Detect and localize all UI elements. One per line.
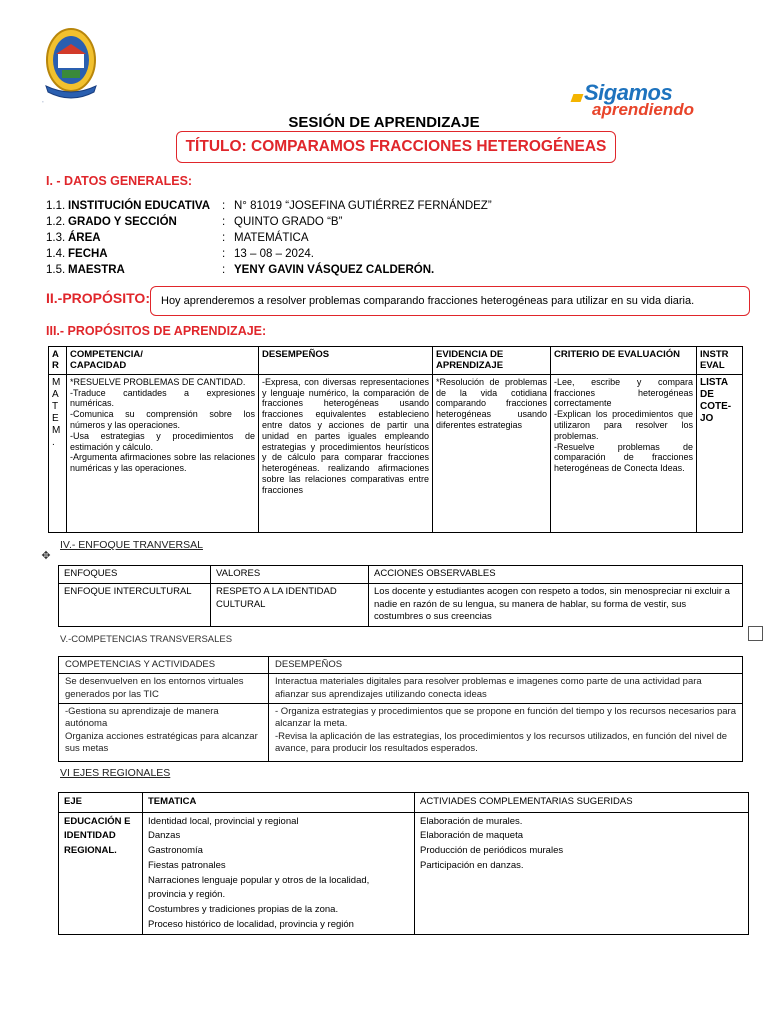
header-valores: VALORES [211,566,369,584]
datos-colon: : [222,200,226,212]
datos-num: 1.5. [46,264,66,276]
datos-num: 1.3. [46,232,66,244]
header-desempenos: DESEMPEÑOS [259,347,433,375]
evidencia-cell: *Resolución de problemas de la vida cotidiana comparando fracciones heterogéneas usando diferentes estrategias [433,374,551,532]
table-row [59,704,743,762]
datos-label: ÁREA [68,232,101,244]
datos-value: MATEMÁTICA [234,232,309,244]
propositos-heading: III.- PROPÓSITOS DE APRENDIZAJE: [46,324,267,338]
header-desempenos: DESEMPEÑOS [269,657,743,674]
header-eje: EJE [59,793,143,813]
header-actividades: ACTIVIADES COMPLEMENTARIAS SUGERIDAS [415,793,749,813]
propositos-table [48,346,743,533]
competencias-transversales-heading: V.-COMPETENCIAS TRANSVERSALES [60,634,233,645]
header-acciones: ACCIONES OBSERVABLES [369,566,743,584]
actividades-cell: Elaboración de murales. Elaboración de maqueta Producción de periódicos murales Participación en danzas. [415,812,749,935]
desempeno-autonoma-cell: - Organiza estrategias y procedimientos que se propone en función del tiempo y los recursos necesarios para alcanzar la meta. -Revisa la aplicación de las estrategias, los procedimientos y los recursos utilizados, en función del nivel de avance, para producir los resultados esperados. [269,704,743,762]
table-move-handle-icon[interactable]: ✥ [41,550,51,562]
datos-value: N° 81019 “JOSEFINA GUTIÉRREZ FERNÁNDEZ” [234,200,492,212]
ejes-table [58,792,749,935]
datos-row [46,264,434,276]
table-row [59,583,743,626]
datos-num: 1.1. [46,200,66,212]
datos-colon: : [222,264,226,276]
ejes-heading: VI EJES REGIONALES [60,767,171,779]
datos-colon: : [222,248,226,260]
document-title: SESIÓN DE APRENDIZAJE [288,114,480,131]
instrumento-cell: LISTA DE COTE- JO [697,374,743,532]
header-competencia: COMPETENCIA/ CAPACIDAD [67,347,259,375]
table-row [59,812,749,935]
table-row [49,374,743,532]
competencia-cell: *RESUELVE PROBLEMAS DE CANTIDAD. -Traduce cantidades a expresiones numéricas. -Comunica su comprensión sobre los números y las operaciones. -Usa estrategias y procedimientos de estimación y cálculo. -Argumenta afirmaciones sobre las relaciones numéricas y las operaciones. [67,374,259,532]
datos-label: INSTITUCIÓN EDUCATIVA [68,200,211,212]
datos-value: 13 – 08 – 2024. [234,248,314,260]
datos-num: 1.2. [46,216,66,228]
table-header-row [59,657,743,674]
desempenos-cell: -Expresa, con diversas representaciones y lenguaje numérico, la comparación de fracciones heterogéneas usando fracciones equivalentes establecieno entre datos y acciones de partir una unidad en partes iguales empleando estrategias y procedimientos heurísticos y de cálculo para comparar fracciones heterogéneas. realizando afirmaciones sobre las relaciones comparativas entre fracciones [259,374,433,532]
logo-accent-bar [571,94,584,102]
header-tematica: TEMATICA [143,793,415,813]
desempeno-tic-cell: Interactua materiales digitales para resolver problemas e imagenes como parte de una actividad para afianzar sus aprendizajes utilizando conecta ideas [269,674,743,704]
competencia-autonoma-cell: -Gestiona su aprendizaje de manera autónoma Organiza acciones estratégicas para alcanzar sus metas [59,704,269,762]
tematica-cell: Identidad local, provincial y regional Danzas Gastronomía Fiestas patronales Narraciones lenguaje popular y otros de la localidad, provincia y región. Costumbres y tradiciones propias de la zona. Proceso histórico de localidad, provincia y región [143,812,415,935]
datos-row [46,200,492,212]
datos-value: YENY GAVIN VÁSQUEZ CALDERÓN. [234,264,435,276]
datos-generales-heading: I. - DATOS GENERALES: [46,174,193,188]
session-title: TÍTULO: COMPARAMOS FRACCIONES HETEROGÉNEAS [176,131,616,163]
enfoque-heading: IV.- ENFOQUE TRANVERSAL [60,539,203,551]
header-enfoques: ENFOQUES [59,566,211,584]
datos-label: MAESTRA [68,264,125,276]
datos-label: GRADO Y SECCIÓN [68,216,177,228]
proposito-text: Hoy aprenderemos a resolver problemas comparando fracciones heterogéneas para utilizar en su vida diaria. [150,286,750,316]
datos-value: QUINTO GRADO “B” [234,216,343,228]
brand-line-2: aprendiendo [592,100,695,119]
datos-label: FECHA [68,248,108,260]
table-header-row [59,793,749,813]
table-header-row [59,566,743,584]
datos-colon: : [222,232,226,244]
competencia-tic-cell: Se desenvuelven en los entornos virtuales generados por las TIC [59,674,269,704]
datos-row [46,216,342,228]
competencias-transversales-table [58,656,743,762]
eje-cell: EDUCACIÓN E IDENTIDAD REGIONAL. [59,812,143,935]
brand-line-1: Sigamos [584,80,673,105]
enfoque-table [58,565,743,627]
datos-row [46,232,309,244]
datos-num: 1.4. [46,248,66,260]
table-header-row [49,347,743,375]
criterio-cell: -Lee, escribe y compara fracciones heterogéneas correctamente -Explican los procedimientos que utilizaron para resolver los problemas. -Resuelve problemas de comparación de fracciones heterogéneas de Conecta Ideas. [551,374,697,532]
valores-cell: RESPETO A LA IDENTIDAD CULTURAL [211,583,369,626]
acciones-cell: Los docente y estudiantes acogen con respeto a todos, sin menospreciar ni excluir a nadie en razón de su lengua, su manera de hablar, su forma de vestir, sus costumbres o sus creencias [369,583,743,626]
header-competencias: COMPETENCIAS Y ACTIVIDADES [59,657,269,674]
svg-text:": " [42,100,44,105]
datos-row [46,248,314,260]
datos-colon: : [222,216,226,228]
enfoque-cell: ENFOQUE INTERCULTURAL [59,583,211,626]
header-evidencia: EVIDENCIA DE APRENDIZAJE [433,347,551,375]
table-row [59,674,743,704]
header-criterio: CRITERIO DE EVALUACIÓN [551,347,697,375]
checkbox[interactable] [748,626,763,641]
school-crest-logo [36,24,106,106]
header-instrumento: INSTR EVAL [697,347,743,375]
header-area: A R [49,347,67,375]
proposito-label: II.-PROPÓSITO: [46,290,150,306]
area-vertical: M A T E M . [49,374,67,532]
